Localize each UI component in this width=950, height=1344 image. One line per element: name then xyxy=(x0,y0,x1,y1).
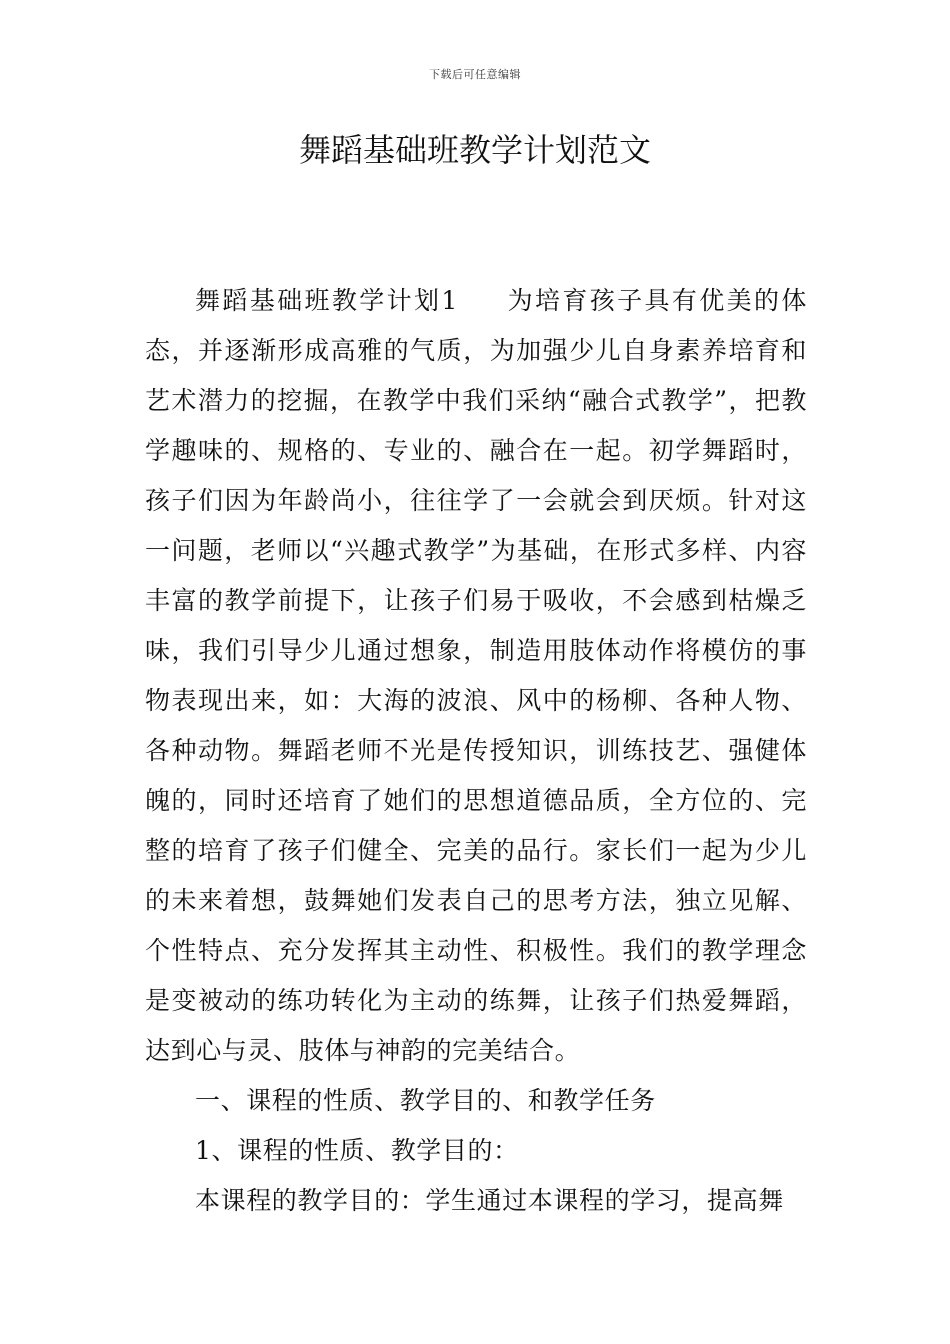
objective-paragraph: 本课程的教学目的：学生通过本课程的学习，提高舞 xyxy=(195,1186,784,1215)
document-title: 舞蹈基础班教学计划范文 xyxy=(298,131,651,169)
plan1-heading: 舞蹈基础班教学计划1 xyxy=(195,286,458,315)
header-note: 下载后可任意编辑 xyxy=(429,68,521,81)
document-body xyxy=(145,276,807,1226)
subsection1-heading: 1、课程的性质、教学目的： xyxy=(195,1136,519,1165)
section1-heading: 一、课程的性质、教学目的、和教学任务 xyxy=(195,1086,656,1115)
intro-text: 为培育孩子具有优美的体态，并逐渐形成高雅的气质，为加强少儿自身素养培育和艺术潜力的挖掘，在教学中我们采纳“融合式教学”，把教学趣味的、规格的、专业的、融合在一起。初学舞蹈时，孩子们因为年龄尚小，往往学了一会就会到厌烦。针对这一问题，老师以“兴趣式教学”为基础，在形式多样、内容丰富的教学前提下，让孩子们易于吸收，不会感到枯燥乏味，我们引导少儿通过想象，制造用肢体动作将模仿的事物表现出来，如：大海的波浪、风中的杨柳、各种人物、各种动物。舞蹈老师不光是传授知识，训练技艺、强健体魄的，同时还培育了她们的思想道德品质，全方位的、完整的培育了孩子们健全、完美的品行。家长们一起为少儿的未来着想，鼓舞她们发表自己的思考方法，独立见解、个性特点、充分发挥其主动性、积极性。我们的教学理念是变被动的练功转化为主动的练舞，让孩子们热爱舞蹈，达到心与灵、肢体与神韵的完美结合。 xyxy=(145,286,807,1065)
intro-paragraph xyxy=(145,276,807,1076)
